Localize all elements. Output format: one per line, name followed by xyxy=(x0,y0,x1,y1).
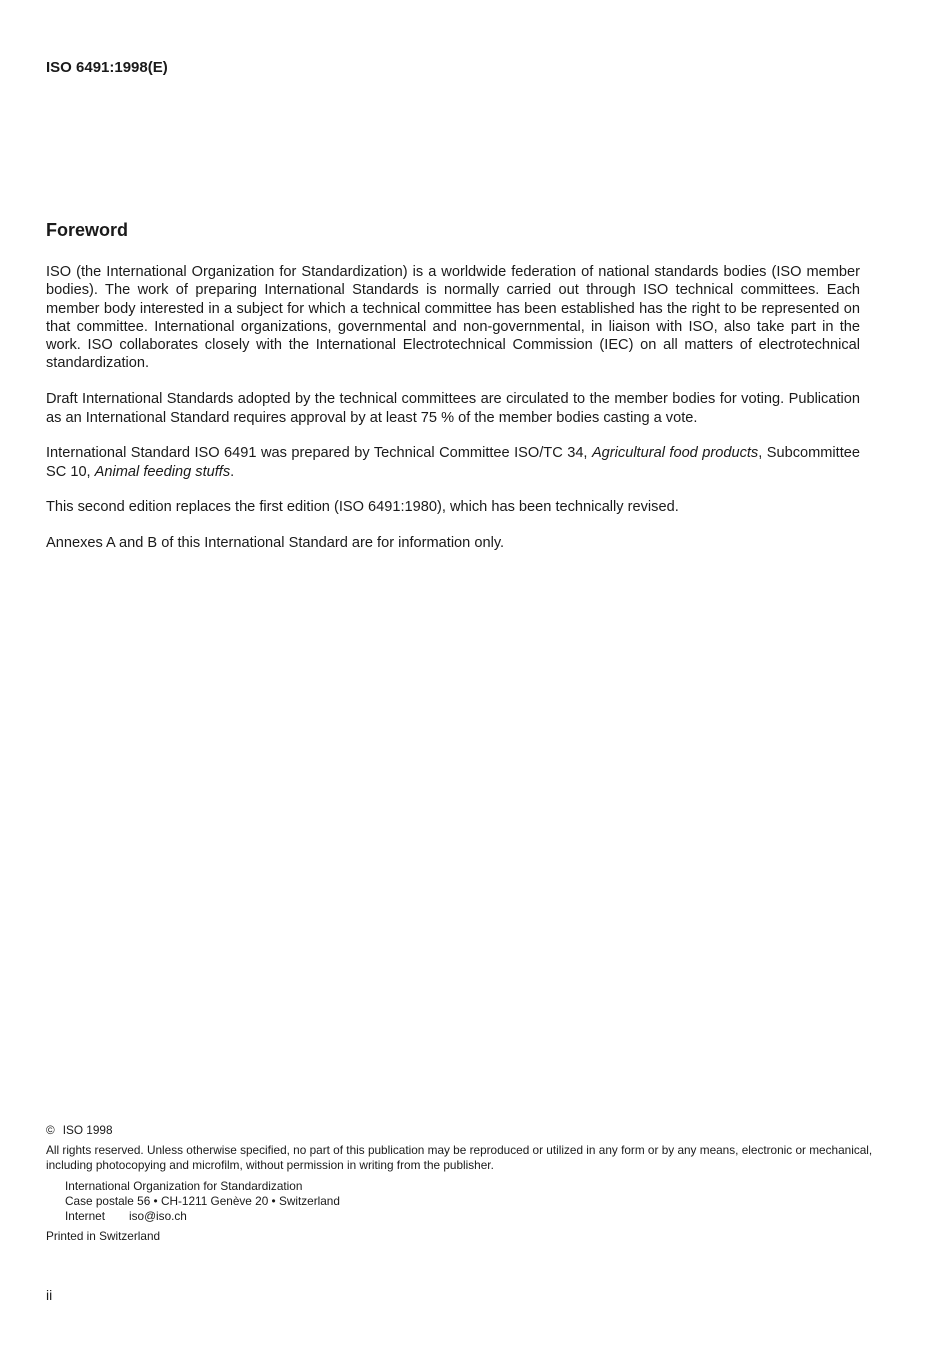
copyright-line xyxy=(46,1123,876,1138)
prepared-by-end: . xyxy=(230,463,235,480)
copyright-text: ISO 1998 xyxy=(62,1123,113,1137)
publisher-address xyxy=(65,1179,876,1225)
printed-in: Printed in Switzerland xyxy=(46,1229,161,1244)
internet-line xyxy=(65,1209,876,1224)
page-number: ii xyxy=(46,1287,53,1303)
section-title: Foreword xyxy=(46,220,129,240)
subcommittee-name: Animal feeding stuffs xyxy=(94,463,231,480)
paragraph-iso-intro: ISO (the International Organization for Standardization) is a worldwide federation of national standards bodies (ISO member bodies). The work of preparing International Standards is normally carried out through ISO technical committees. Each member body interested in a subject for which a technical committee has been established has the right to be represented on that committee. International organizations, governmental and non-governmental, in liaison with ISO, also take part in the work. ISO collaborates closely with the International Electrotechnical Commission (IEC) on all matters of electrotechnical standardization. xyxy=(46,264,860,372)
foreword-body xyxy=(46,263,860,570)
org-name: International Organization for Standardization xyxy=(65,1178,303,1193)
prepared-by-text-2: , Subcommittee SC 10, xyxy=(46,445,861,480)
committee-name: Agricultural food products xyxy=(591,445,759,462)
copyright-footer xyxy=(46,1123,876,1244)
prepared-by-text: International Standard ISO 6491 was prepared by Technical Committee ISO/TC 34, xyxy=(46,445,592,462)
paragraph-edition: This second edition replaces the first edition (ISO 6491:1980), which has been technically revised. xyxy=(46,499,679,516)
paragraph-prepared-by xyxy=(46,444,860,481)
paragraph-draft-standards: Draft International Standards adopted by the technical committees are circulated to the member bodies for voting. Publication as an International Standard requires approval by at least 75 % of the member bodies casting a vote. xyxy=(46,391,860,426)
postal-address: Case postale 56 • CH-1211 Genève 20 • Switzerland xyxy=(65,1193,340,1208)
internet-email: iso@iso.ch xyxy=(129,1209,187,1224)
rights-statement: All rights reserved. Unless otherwise specified, no part of this publication may be reproduced or utilized in any form or by any means, electronic or mechanical, including photocopying and microfilm, without permission in writing from the publisher. xyxy=(46,1143,873,1173)
internet-label: Internet xyxy=(65,1209,106,1224)
paragraph-annexes: Annexes A and B of this International Standard are for information only. xyxy=(46,535,505,552)
document-id: ISO 6491:1998(E) xyxy=(46,59,168,76)
copyright-symbol: © xyxy=(46,1123,55,1137)
